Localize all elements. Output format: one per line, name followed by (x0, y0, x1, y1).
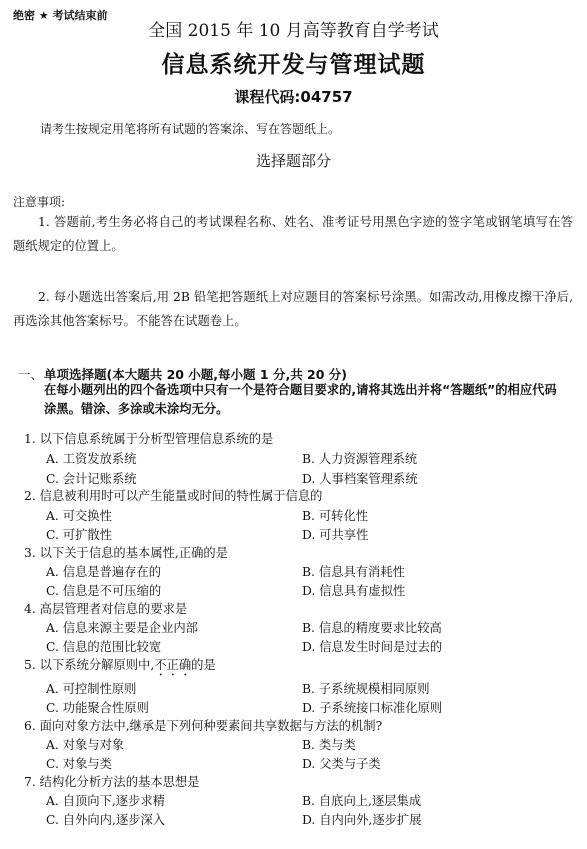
option-b: B. 自底向上,逐层集成 (302, 794, 422, 808)
part-heading-text: 单项选择题(本大题共 20 小题,每小题 1 分,共 20 分) (44, 367, 348, 382)
option-a: A. 可控制性原则 (46, 682, 137, 696)
confidential-mark: 绝密 ★ 考试结束前 (13, 9, 108, 22)
option-a: A. 信息来源主要是企业内部 (46, 621, 198, 635)
question-stem: 1. 以下信息系统属于分析型管理信息系统的是 (24, 432, 274, 446)
notice-heading: 注意事项: (13, 195, 66, 209)
option-d: D. 人事档案管理系统 (302, 472, 418, 486)
option-d: D. 父类与子类 (302, 757, 381, 771)
part-number: 一、 (18, 367, 44, 382)
section-title: 选择题部分 (255, 152, 331, 170)
option-b: B. 信息具有消耗性 (302, 565, 405, 579)
option-c: C. 对象与类 (46, 757, 112, 771)
option-b: B. 可转化性 (302, 509, 369, 523)
notice-item: 2. 每小题选出答案后,用 2B 铅笔把答题纸上对应题目的答案标号涂黑。如需改动,用橡皮擦干净后,再选涂其他答案标号。不能答在试题卷上。 (13, 290, 573, 328)
option-c: C. 功能聚合性原则 (46, 701, 149, 715)
option-c: C. 自外向内,逐步深入 (46, 813, 166, 827)
option-a: A. 信息是普遍存在的 (46, 565, 162, 579)
question-stem: 6. 面向对象方法中,继承是下列何种要素间共享数据与方法的机制? (24, 719, 383, 733)
option-d: D. 自内向外,逐步扩展 (302, 813, 422, 827)
question-stem-prefix: 5. 以下系统分解原则中, (24, 658, 155, 672)
option-c: C. 会计记账系统 (46, 472, 137, 486)
option-a: A. 工资发放系统 (46, 452, 137, 466)
question-stem: 3. 以下关于信息的基本属性,正确的是 (24, 546, 229, 560)
option-b: B. 类与类 (302, 738, 356, 752)
option-b: B. 子系统规模相同原则 (302, 682, 430, 696)
option-a: A. 自顶向下,逐步求精 (46, 794, 165, 808)
question-stem-suffix: 的是 (191, 658, 216, 672)
subject-title: 信息系统开发与管理试题 (161, 52, 426, 78)
option-c: C. 信息的范围比较宽 (46, 640, 162, 654)
option-a: A. 可交换性 (46, 509, 112, 523)
notice-item: 1. 答题前,考生务必将自己的考试课程名称、姓名、准考证号用黑色字迹的签字笔或钢笔填写在答题纸规定的位置上。 (13, 215, 573, 253)
option-c: C. 可扩散性 (46, 528, 112, 542)
option-b: B. 信息的精度要求比较高 (302, 621, 442, 635)
exam-title: 全国 2015 年 10 月高等教育自学考试 (148, 21, 439, 41)
question-stem: 7. 结构化分析方法的基本思想是 (24, 775, 200, 789)
option-d: D. 信息发生时间是过去的 (302, 640, 443, 654)
question-stem: 4. 高层管理者对信息的要求是 (24, 602, 188, 616)
option-c: C. 信息是不可压缩的 (46, 584, 162, 598)
option-d: D. 可共享性 (302, 528, 369, 542)
question-stem: 2. 信息被利用时可以产生能量或时间的特性属于信息的 (24, 489, 323, 503)
option-a: A. 对象与对象 (46, 738, 125, 752)
part-description: 在每小题列出的四个备选项中只有一个是符合题目要求的,请将其选出并将“答题纸”的相应代码涂黑。错涂、多涂或未涂均无分。 (44, 383, 557, 416)
answer-instruction: 请考生按规定用笔将所有试题的答案涂、写在答题纸上。 (40, 122, 341, 136)
option-d: D. 信息具有虚拟性 (302, 584, 406, 598)
emphasized-word: 不正确 (154, 658, 192, 672)
option-b: B. 人力资源管理系统 (302, 452, 418, 466)
option-d: D. 子系统接口标准化原则 (302, 701, 443, 715)
course-code: 课程代码:04757 (234, 88, 353, 106)
question-stem (24, 655, 216, 679)
